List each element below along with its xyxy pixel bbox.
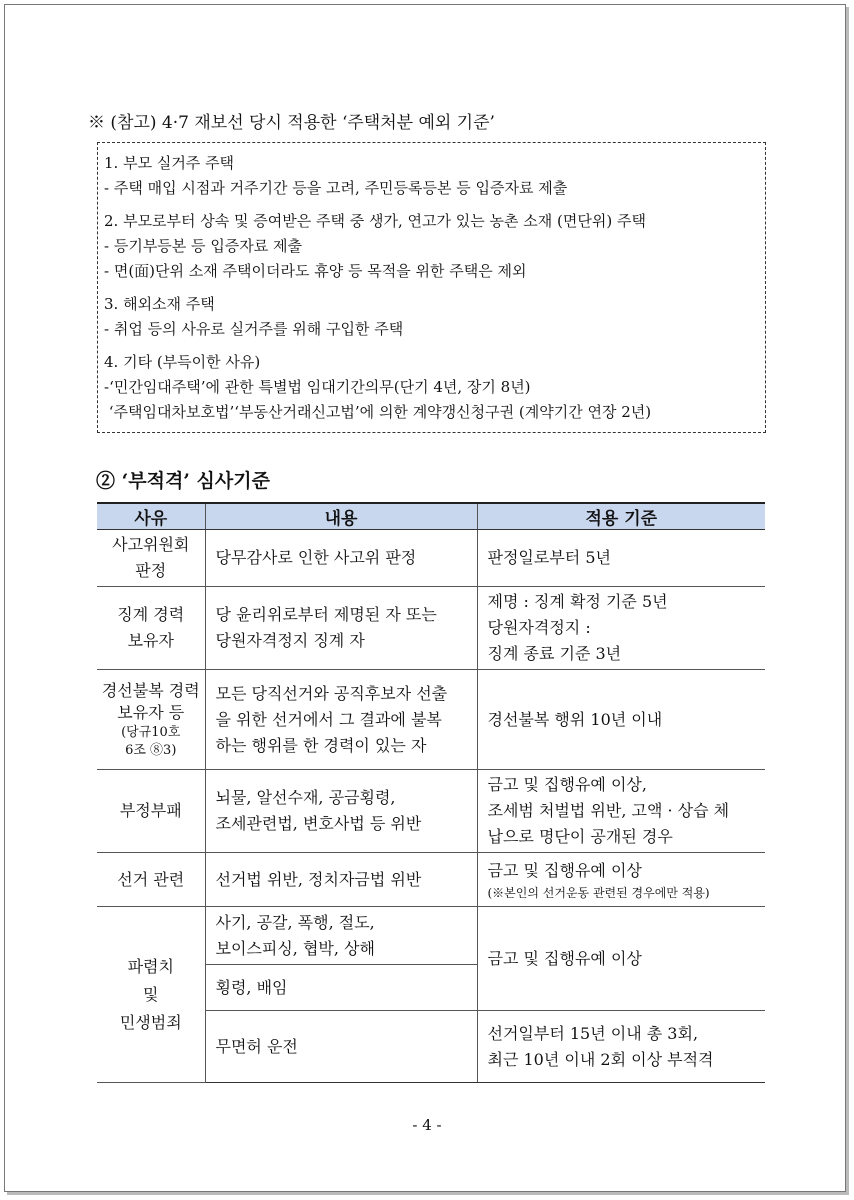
reference-section — [104, 209, 759, 284]
row-criterion: 제명 : 징계 확정 기준 5년 당원자격정지 : 징계 종료 기준 3년 — [477, 587, 765, 670]
row-criterion: 금고 및 집행유예 이상, 조세범 처벌법 위반, 고액 · 상습 체 납으로 명단이 공개된 경우 — [477, 770, 765, 853]
row-criterion: 경선불복 행위 10년 이내 — [477, 670, 765, 770]
header-criterion: 적용 기준 — [477, 503, 765, 530]
table-row — [97, 853, 765, 907]
criteria-table — [97, 502, 765, 1083]
group-content: 사기, 공갈, 폭행, 절도, 보이스피싱, 협박, 상해 — [205, 907, 477, 965]
table-row — [97, 670, 765, 770]
header-content: 내용 — [205, 503, 477, 530]
section-line: - 취업 등의 사유로 실거주를 위해 구입한 주택 — [104, 320, 404, 338]
row-reason: 사고위원회 판정 — [97, 530, 205, 587]
section-heading-criteria: ② ‘부적격’ 심사기준 — [96, 470, 270, 492]
row-reason-note: (당규10호 6조 ⑧3) — [121, 724, 181, 758]
row-criterion: 판정일로부터 5년 — [477, 530, 765, 587]
row-content: 모든 당직선거와 공직후보자 선출 을 위한 선거에서 그 결과에 불복 하는 행위를 한 경력이 있는 자 — [205, 670, 477, 770]
row-reason: 징계 경력 보유자 — [97, 587, 205, 670]
reference-section — [104, 292, 759, 342]
section-line: - 면(面)단위 소재 주택이더라도 휴양 등 목적을 위한 주택은 제외 — [104, 262, 527, 280]
group-criterion-last: 선거일부터 15년 이내 총 3회, 최근 10년 이내 2회 이상 부적격 — [477, 1011, 765, 1083]
row-content: 당 윤리위로부터 제명된 자 또는 당원자격정지 징계 자 — [205, 587, 477, 670]
row-content: 뇌물, 알선수재, 공금횡령, 조세관련법, 변호사법 등 위반 — [205, 770, 477, 853]
row-content: 당무감사로 인한 사고위 판정 — [205, 530, 477, 587]
row-criterion: 금고 및 집행유예 이상 — [487, 860, 642, 880]
reference-section — [104, 151, 759, 201]
section-line: - 등기부등본 등 입증자료 제출 — [104, 237, 303, 255]
row-content: 선거법 위반, 정치자금법 위반 — [205, 853, 477, 907]
group-reason: 파렴치 및 민생범죄 — [97, 907, 205, 1083]
reference-box — [97, 142, 766, 433]
section-heading: 1. 부모 실거주 주택 — [104, 154, 235, 172]
group-content: 무면허 운전 — [205, 1011, 477, 1083]
page-number: - 4 - — [412, 1116, 442, 1134]
section-line: ‘주택임대차보호법’‘부동산거래신고법’에 의한 계약갱신청구권 (계약기간 연장 2년) — [104, 403, 652, 421]
group-content: 횡령, 배임 — [205, 965, 477, 1011]
row-reason: 경선불복 경력 보유자 등 — [101, 680, 200, 722]
row-reason: 선거 관련 — [97, 853, 205, 907]
reference-title: ※ (참고) 4·7 재보선 당시 적용한 ‘주택처분 예외 기준’ — [88, 113, 495, 133]
section-heading: 2. 부모로부터 상속 및 증여받은 주택 중 생가, 연고가 있는 농촌 소재 (면단위) 주택 — [104, 212, 646, 230]
row-criterion-cell — [477, 853, 765, 907]
table-row — [97, 907, 765, 965]
group-criterion-shared: 금고 및 집행유예 이상 — [477, 907, 765, 1011]
row-reason-cell — [97, 670, 205, 770]
table-row — [97, 770, 765, 853]
table-row — [97, 587, 765, 670]
section-heading: 3. 해외소재 주택 — [104, 295, 215, 313]
table-row — [97, 530, 765, 587]
table-header-row — [97, 503, 765, 530]
section-line: -‘민간임대주택’에 관한 특별법 임대기간의무(단기 4년, 장기 8년) — [104, 378, 531, 396]
row-reason: 부정부패 — [97, 770, 205, 853]
section-heading: 4. 기타 (부득이한 사유) — [104, 353, 261, 371]
header-reason: 사유 — [97, 503, 205, 530]
section-line: - 주택 매입 시점과 거주기간 등을 고려, 주민등록등본 등 입증자료 제출 — [104, 179, 568, 197]
row-criterion-note: (※본인의 선거운동 관련된 경우에만 적용) — [487, 885, 710, 900]
reference-section — [104, 350, 759, 425]
